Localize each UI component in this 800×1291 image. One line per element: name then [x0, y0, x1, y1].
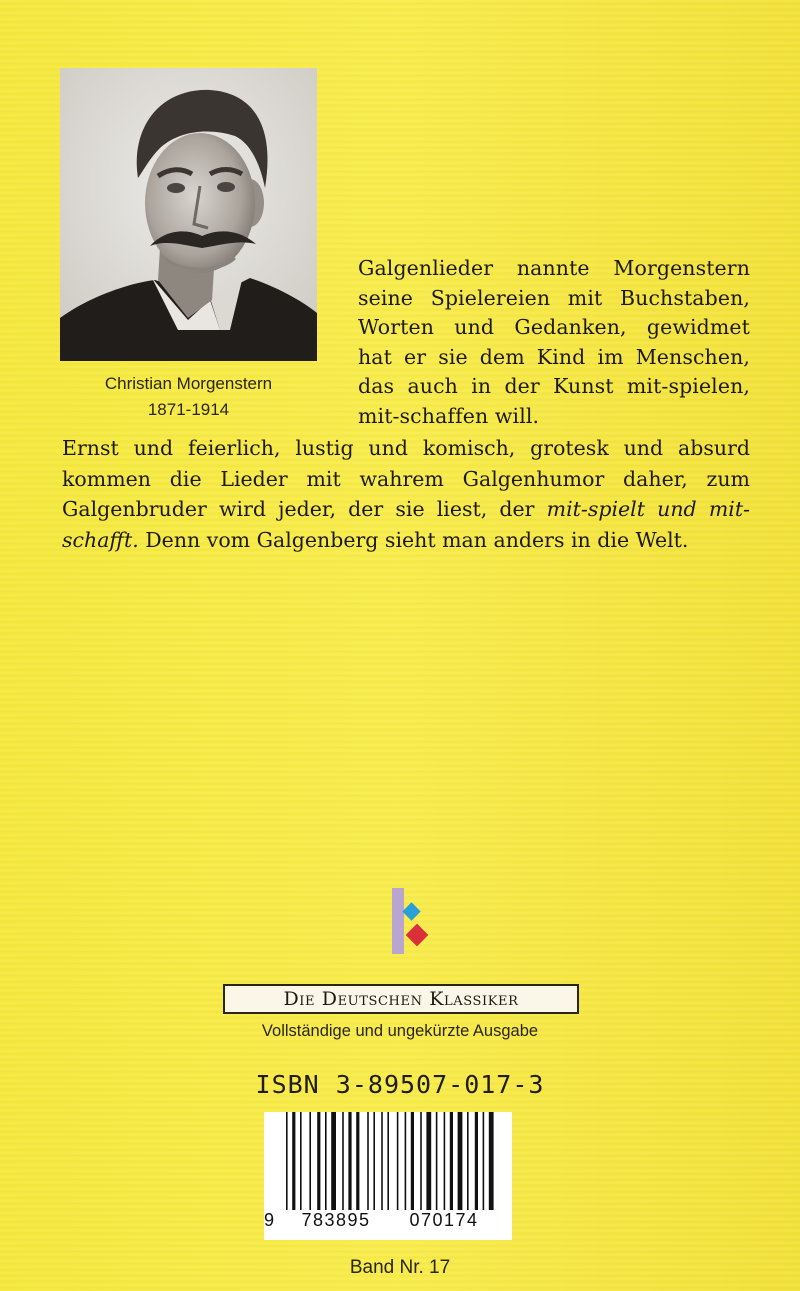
barcode-bar [286, 1112, 288, 1210]
barcode-bar [411, 1112, 414, 1210]
blurb-main-italic: mit-spielt und mit- [546, 497, 750, 521]
barcode-bar [300, 1112, 302, 1210]
barcode-bar [356, 1112, 359, 1210]
barcode-bar [436, 1112, 438, 1210]
portrait-caption-years: 1871-1914 [147, 400, 230, 419]
barcode-bar [467, 1112, 469, 1210]
blurb-main-text: Denn vom Galgenberg sieht man anders in die Welt. [145, 527, 689, 552]
barcode-bar [367, 1112, 369, 1210]
series-subtitle: Vollständige und ungekürzte Ausgabe [261, 1022, 539, 1040]
barcode-bar [342, 1112, 344, 1210]
barcode-bar [426, 1112, 431, 1210]
barcode-bar [450, 1112, 453, 1210]
barcode-bar [292, 1112, 295, 1210]
barcode-first-digit: 9 [264, 1210, 275, 1230]
blurb-intro-line: seine Spielereien mit Buchstaben, [358, 285, 750, 310]
isbn-number: ISBN 3-89507-017-3 [255, 1070, 545, 1099]
barcode-bar [381, 1112, 383, 1210]
blurb-main-line: kommen die Lieder mit wahrem Galgenhumor daher, zum [62, 466, 750, 491]
blurb-main-text: Galgenbruder wird jeder, der sie liest, der [62, 497, 535, 521]
barcode-digits [264, 1210, 512, 1236]
blurb-intro-line: das auch in der Kunst mit-spielen, [358, 374, 750, 398]
volume-number: Band Nr. 17 [349, 1257, 451, 1278]
blurb-main-italic: schafft. [62, 527, 139, 552]
barcode-bar [420, 1112, 422, 1210]
barcode-left-digits: 783895 [301, 1210, 371, 1230]
blurb-main-line [62, 525, 750, 556]
series-title: Die Deutschen Klassiker [283, 988, 519, 1010]
barcode-bar [348, 1112, 351, 1210]
blurb-intro-line: Worten und Gedanken, gewidmet [358, 315, 750, 339]
barcode-bar [458, 1112, 463, 1210]
blurb-intro-line: mit-schaffen will. [358, 403, 540, 428]
blurb-intro-line: Galgenlieder nannte Morgenstern [358, 256, 750, 280]
barcode-bar [373, 1112, 375, 1210]
barcode-bar [387, 1112, 389, 1210]
barcode-bar [331, 1112, 336, 1210]
blurb-intro [358, 254, 750, 431]
barcode-bar [489, 1112, 494, 1210]
barcode-bar [405, 1112, 407, 1210]
barcode-bar [475, 1112, 478, 1210]
portrait-caption-name: Christian Morgenstern [104, 374, 273, 393]
blurb-main [62, 433, 750, 555]
author-portrait [60, 68, 317, 361]
blurb-intro-line: hat er sie dem Kind im Menschen, [358, 344, 750, 369]
barcode-bar [397, 1112, 399, 1210]
barcode-bar [309, 1112, 311, 1210]
barcode-right-digits: 070174 [409, 1210, 479, 1230]
publisher-logo [388, 886, 432, 956]
blurb-main-line [62, 494, 750, 525]
barcode-bar [317, 1112, 320, 1210]
series-title-box [223, 984, 579, 1014]
barcode-bar [483, 1112, 485, 1210]
blurb-main-line: Ernst und feierlich, lustig und komisch, grotesk und absurd [62, 436, 750, 460]
barcode-bar [325, 1112, 327, 1210]
barcode-bar [444, 1112, 446, 1210]
